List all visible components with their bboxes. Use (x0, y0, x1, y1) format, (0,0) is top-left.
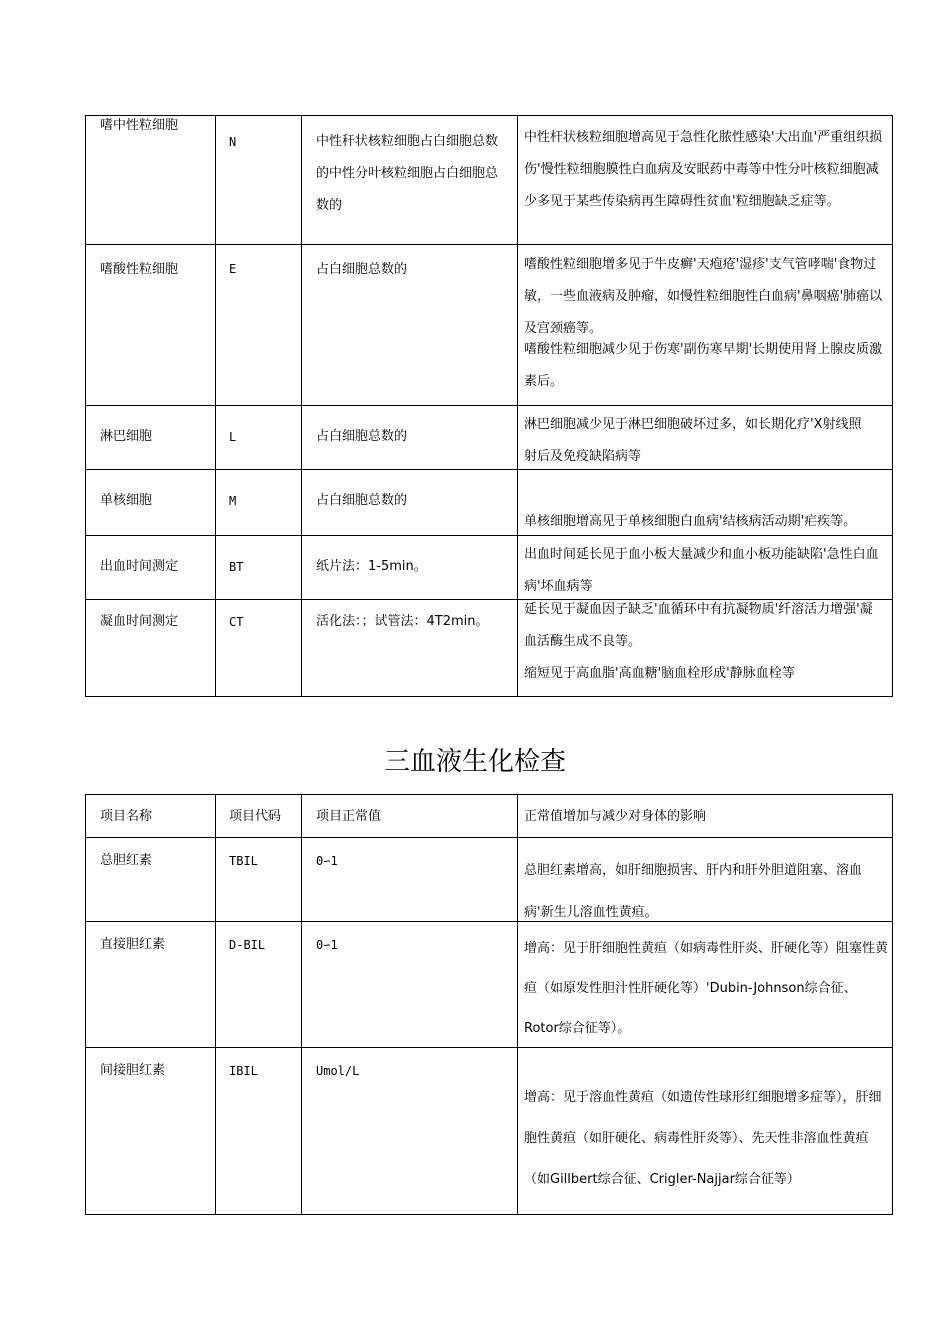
item-code: E (229, 262, 237, 276)
item-effect: 总胆红素增高，如肝细胞损害、肝内和肝外胆道阻塞、溶血病'新生儿溶血性黄疸。 (524, 863, 863, 920)
item-effect: 中性杆状核粒细胞增高见于急性化脓性感染'大出血'严重组织损伤'慢性粒细胞膜性白血病及安眠药中毒等中性分叶核粒细胞减少多见于某些传染病再生障碍性贫血'粒细胞缺乏症等。 (524, 130, 883, 209)
item-name: 单核细胞 (100, 493, 153, 508)
item-normal: 纸片法：1-5min。 (316, 559, 427, 574)
item-normal: 中性秆状核粒细胞占白细胞总数的中性分叶核粒细胞占白细胞总数的 (316, 134, 499, 213)
item-name: 总胆红素 (100, 853, 153, 868)
table-row (86, 838, 893, 922)
item-name: 淋巴细胞 (100, 429, 153, 444)
item-normal: 0∽1 (316, 854, 338, 868)
item-code: CT (229, 615, 244, 629)
item-name: 直接胆红素 (100, 937, 166, 952)
table-row (86, 536, 893, 600)
item-effect-2: 嗜酸性粒细胞减少见于伤寒'副伤寒早期'长期使用肾上腺皮质激素后。 (524, 342, 883, 389)
item-name: 出血时间测定 (100, 559, 179, 574)
table-row (86, 245, 893, 406)
header-normal: 项目正常值 (316, 809, 382, 824)
table-row (86, 116, 893, 245)
section-title: 三血液生化检查 (383, 747, 566, 777)
blood-routine-table (85, 115, 893, 697)
item-normal: 活化法：；试管法：4T2min。 (316, 614, 489, 629)
item-code: TBIL (229, 854, 258, 868)
item-normal: 占白细胞总数的 (316, 429, 408, 444)
item-code: IBIL (229, 1064, 258, 1078)
item-effect: 增高：见于溶血性黄疸（如遗传性球形红细胞增多症等），肝细胞性黄疸（如肝硬化、病毒性肝炎等）、先天性非溶血性黄疸（如Gillbert综合征、Crigler-Najjar综合征等） (524, 1090, 882, 1187)
item-normal: 占白细胞总数的 (316, 493, 408, 508)
header-name: 项目名称 (100, 809, 153, 824)
item-normal: Umol/L (316, 1064, 360, 1078)
item-code: L (229, 430, 237, 444)
item-effect: 单核细胞增高见于单核细胞白血病'结核病活动期'疟疾等。 (524, 514, 857, 529)
table-row (86, 922, 893, 1048)
item-code: D-BIL (229, 938, 266, 952)
item-effect: 嗜酸性粒细胞增多见于牛皮癣'天疱疮'湿疹'支气管哮喘'食物过敏，一些血液病及肿瘤，如慢性粒细胞性白血病'鼻咽癌'肺癌以及宫颈癌等。 (524, 257, 883, 336)
biochemistry-table (85, 794, 893, 1215)
item-code: BT (229, 560, 244, 574)
item-name: 凝血时间测定 (100, 614, 179, 629)
table-row (86, 600, 893, 697)
item-name: 嗜中性粒细胞 (100, 118, 179, 133)
header-effect: 正常值增加与减少对身体的影响 (524, 809, 707, 824)
header-code: 项目代码 (229, 809, 282, 824)
item-code: N (229, 135, 237, 149)
item-normal: 0∽1 (316, 938, 338, 952)
item-effect: 延长见于凝血因子缺乏'血循环中有抗凝物质'纤溶活力增强'凝血活酶生成不良等。 (524, 602, 873, 649)
table-row (86, 470, 893, 536)
table-header-row (86, 795, 893, 838)
item-normal: 占白细胞总数的 (316, 262, 408, 277)
item-code: M (229, 494, 237, 508)
item-effect: 淋巴细胞减少见于淋巴细胞破坏过多，如长期化疗'X射线照射后及免疫缺陷病等 (524, 417, 862, 464)
table-row (86, 406, 893, 470)
item-effect: 出血时间延长见于血小板大量减少和血小板功能缺陷'急性白血病'坏血病等 (524, 547, 879, 594)
table-row (86, 1048, 893, 1215)
item-effect-2: 缩短见于高血脂'高血糖'脑血栓形成'静脉血栓等 (524, 666, 795, 681)
item-name: 间接胆红素 (100, 1063, 166, 1078)
item-name: 嗜酸性粒细胞 (100, 262, 179, 277)
item-effect: 增高：见于肝细胞性黄疸（如病毒性肝炎、肝硬化等）阻塞性黄疸（如原发性胆汁性肝硬化等）'Dubin-Johnson综合征、Rotor综合征等）。 (524, 941, 889, 1036)
